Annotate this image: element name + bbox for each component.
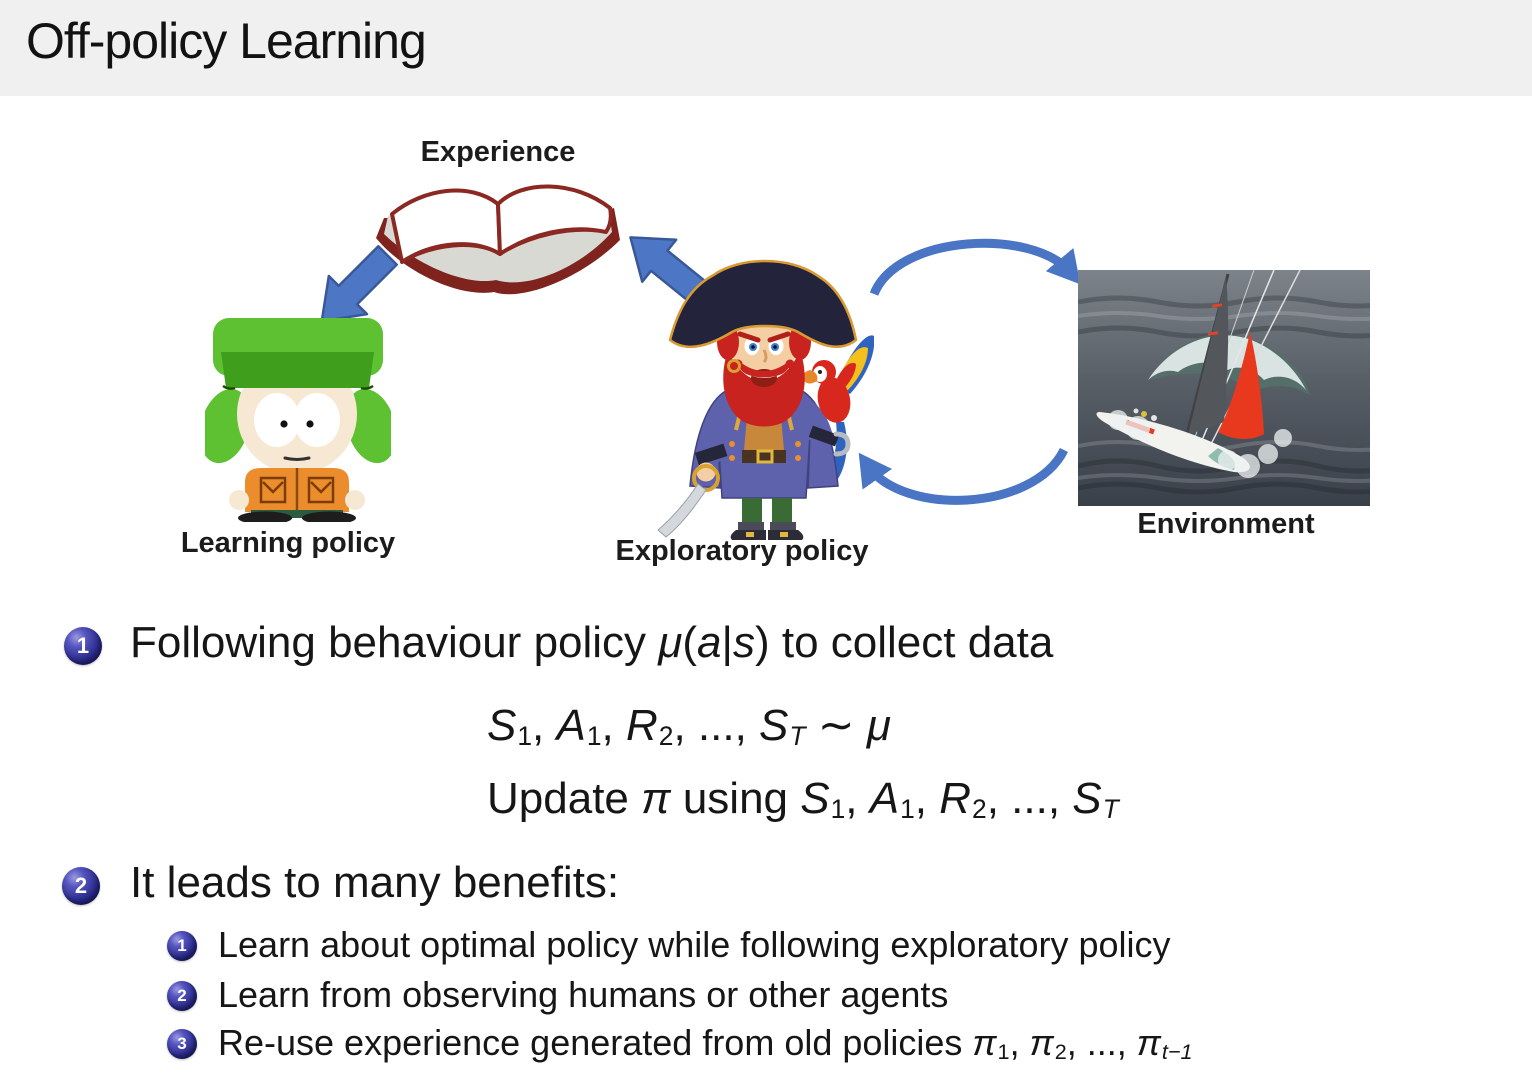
benefit-3-text: Re-use experience generated from old policies $\pi_1$, $\pi_2$, ..., $\pi_{t-1}$ [218,1022,1193,1064]
benefit-1-text: Learn about optimal policy while following exploratory policy [218,924,1171,965]
learning-policy-character [205,316,391,522]
environment-photo [1078,270,1370,506]
exploratory-policy-character [628,254,874,546]
page-title: Off-policy Learning [26,13,426,69]
item-2-text: It leads to many benefits: [130,858,620,907]
math-trajectory-line: $S_1$, $A_1$, $R_2$, ..., $S_T$ ∼ μ [487,701,891,751]
environment-label: Environment [1137,508,1315,540]
experience-label: Experience [420,136,576,168]
exploratory-policy-label: Exploratory policy [615,535,869,567]
benefit-1-badge: 1 [167,931,197,961]
benefit-3-badge: 3 [167,1029,197,1059]
title-bar [0,0,1532,96]
benefit-2-badge: 2 [167,981,197,1011]
off-policy-diagram [0,96,1532,586]
learning-policy-label: Learning policy [180,527,396,559]
item-2-badge: 2 [62,867,100,905]
experience-book-icon [372,158,628,310]
item-1-text: Following behaviour policy μ(a|s) to collect data [130,618,1054,667]
item-1-badge: 1 [64,627,102,665]
interaction-cycle-arrows-icon [848,224,1088,519]
benefit-2-text: Learn from observing humans or other agents [218,974,949,1015]
math-update-line: Update π using $S_1$, $A_1$, $R_2$, ..., $S_T$ [487,774,1119,824]
